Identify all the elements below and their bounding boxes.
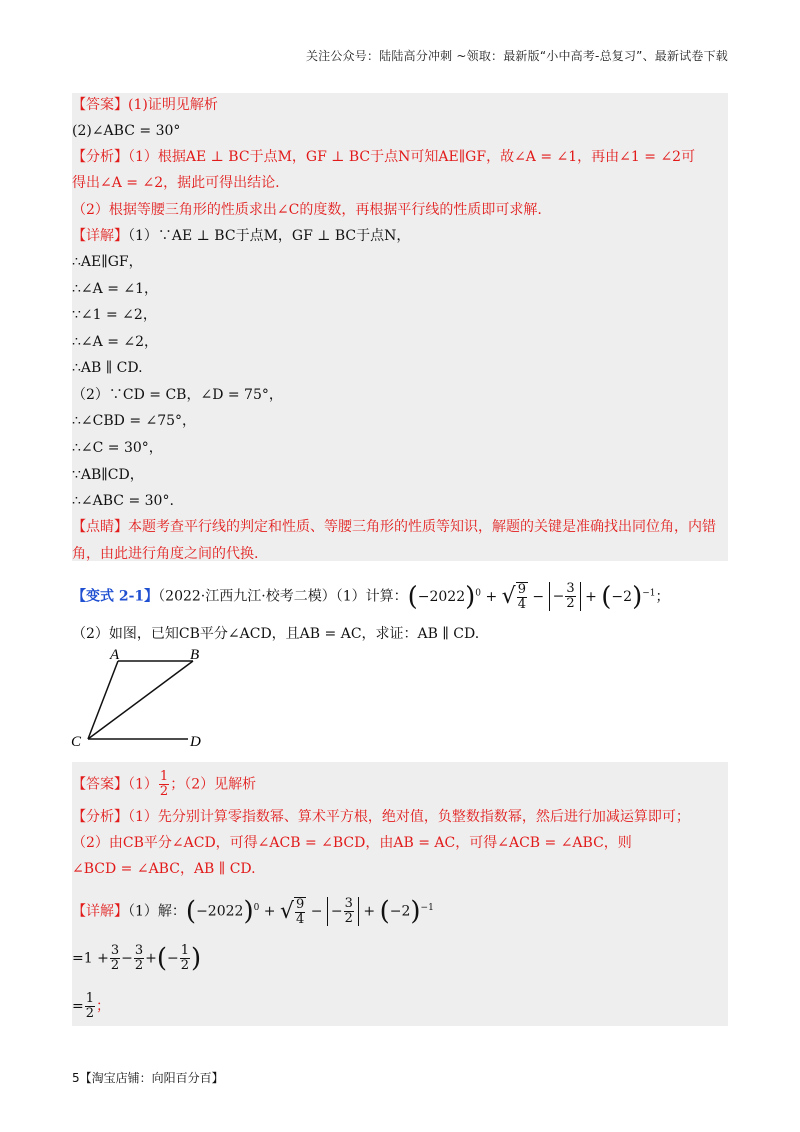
variant-question-line [72,581,670,612]
detail-line-6: （2）∵CD = CB，∠D = 75°， [72,387,283,403]
analysis-line-2: 得出∠A = ∠2，据此可得出结论. [72,175,280,191]
answer-part-1: (1)证明见解析 [128,97,218,113]
label-D: D [190,734,201,750]
answer-line: 【答案】（1） $\frac{1}{2}$ ；（2）见解析 [72,769,257,799]
answer-line [72,95,218,115]
variant-question-2: （2）如图，已知CB平分∠ACD，且AB = AC，求证：AB ∥ CD. [72,626,480,642]
detail-line-9: ∵AB∥CD， [72,467,144,483]
calc-expression: $(-2022)^0$ + √ $\frac{9}{4}$ − − $\frac{3}{2}$ + $(-2)^{-1}$； [407,581,670,612]
analysis-line-2: （2）由CB平分∠ACD，可得∠ACB = ∠BCD，由AB = AC，可得∠ACB = ∠ABC，则 [72,835,632,851]
detail-line-7: ∴∠CBD = ∠75°， [72,413,197,429]
analysis-line-3: ∠BCD = ∠ABC，AB ∥ CD. [72,861,256,877]
answer-part-2: (2)∠ABC = 30° [72,123,181,139]
detail-line-8: ∴∠C = 30°， [72,440,163,456]
detail-line-1: ∴AE∥GF， [72,254,143,270]
page-footer [72,1069,224,1086]
label-B: B [190,647,200,663]
analysis-line-1 [72,807,690,827]
answer-panel-2 [72,762,728,1026]
page-header: 关注公众号：陆陆高分冲刺 ~领取：最新版“小中高考-总复习”、最新试卷下载 [305,49,728,63]
variant-source: （2022·江西九江·校考二模）（1）计算： [158,588,408,605]
detail-line-1: 【详解】（1）解：$(-2022)^0$ + √ $\frac{9}{4}$ − − $\frac{3}{2}$ + $(-2)^{-1}$ [72,896,434,927]
detail-text: （1）∵AE ⊥ BC于点M，GF ⊥ BC于点N， [128,228,411,244]
analysis-text-1: （1）根据AE ⊥ BC于点M，GF ⊥ BC于点N可知AE∥GF，故∠A = ∠1，再由∠1 = ∠2可 [128,149,696,165]
comment-block [72,514,722,568]
label-A: A [110,647,120,663]
detail-tag: 【详解】 [72,903,128,920]
detail-line-2: =1 + $\frac{3}{2}$ − $\frac{3}{2}$ +(− $\frac{1}{2}$ ) [72,943,202,974]
analysis-line-1 [72,147,695,167]
detail-line-10: ∴∠ABC = 30°. [72,493,174,509]
detail-line-5: ∴AB ∥ CD. [72,360,143,376]
geometry-figure [68,645,218,750]
comment-text: 本题考查平行线的判定和性质、等腰三角形的性质等知识，解题的关键是准确找出同位角，内错角，由此进行角度之间的代换. [72,519,716,562]
comment-tag: 【点睛】 [72,519,128,535]
detail-line-4: ∴∠A = ∠2， [72,334,159,350]
variant-tag: 【变式 2-1】 [72,588,159,605]
answer-panel-1 [72,93,728,561]
page-number: 5 [72,1071,80,1085]
analysis-text-1: （1）先分别计算零指数幂、算术平方根，绝对值，负整数指数幂，然后进行加减运算即可； [128,809,690,825]
analysis-tag: 【分析】 [72,809,128,825]
detail-line-3: = $\frac{1}{2}$ ； [72,991,111,1021]
footer-text: 【淘宝店铺：向阳百分百】 [79,1071,224,1085]
label-C: C [71,734,82,750]
analysis-line-3: （2）根据等腰三角形的性质求出∠C的度数，再根据平行线的性质即可求解. [72,202,542,218]
answer-tag: 【答案】 [72,97,128,113]
detail-line-3: ∵∠1 = ∠2， [72,307,157,323]
analysis-tag: 【分析】 [72,149,128,165]
answer-tag: 【答案】 [72,776,128,793]
detail-tag: 【详解】 [72,228,128,244]
detail-line-2: ∴∠A = ∠1， [72,281,159,297]
detail-line-0 [72,226,410,246]
